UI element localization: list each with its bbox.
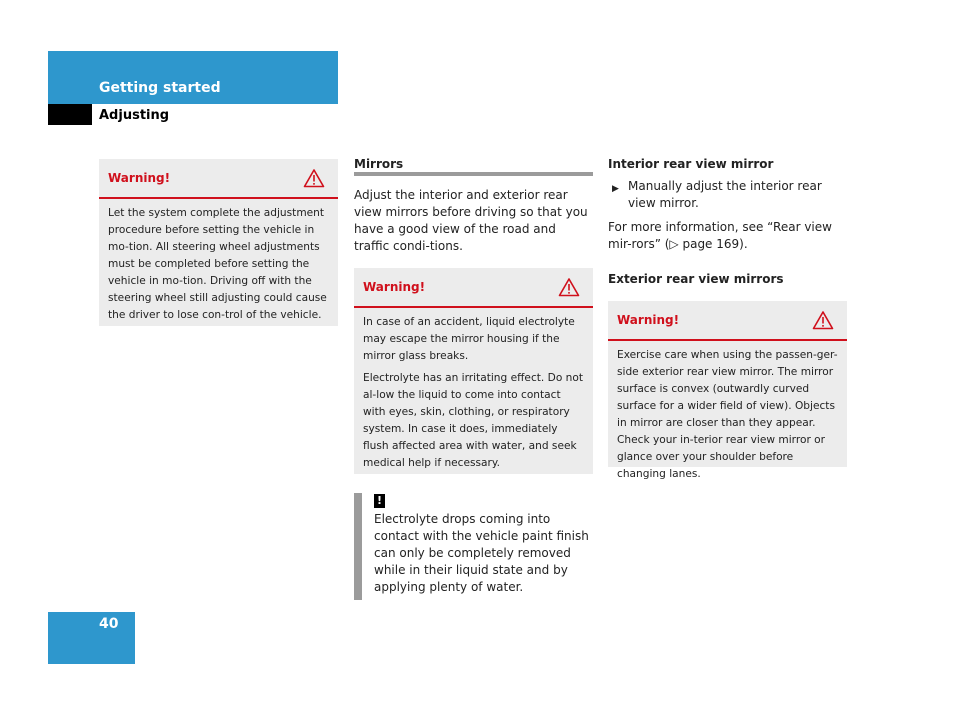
- bullet-arrow-icon: ▶: [612, 184, 619, 194]
- warning-text: Exercise care when using the passen-ger-side exterior rear view mirror. The mirror surface is convex (outwardly curved surface for a wider field of view). Objects in mirror are closer than they appear. Check your in-terior rear view mirror or glance over your shoulder before changing lanes.: [617, 349, 838, 480]
- warning-label: Warning!: [617, 313, 680, 327]
- warning-body: [99, 199, 338, 331]
- mirrors-heading: Mirrors: [354, 157, 404, 171]
- warning-box-convex-mirror: [608, 301, 847, 480]
- warning-text: Let the system complete the adjustment procedure before setting the vehicle in mo-tion. All steering wheel adjustments must be completed before setting the vehicle in mo-tion. Driving off with the steering wheel still adjusting could cause the driver to lose con-trol of the vehicle.: [108, 207, 327, 321]
- interior-mirror-step: Manually adjust the interior rear view mirror.: [628, 179, 822, 210]
- warning-triangle-icon: [812, 310, 834, 330]
- note-text: Electrolyte drops coming into contact with the vehicle paint finish can only be completely removed while in their liquid state and by applying plenty of water.: [374, 512, 589, 594]
- warning-box-steering: [99, 159, 338, 326]
- warning-header: [99, 159, 338, 199]
- exterior-mirror-heading: Exterior rear view mirrors: [608, 272, 784, 286]
- warning-label: Warning!: [108, 171, 171, 185]
- exclamation-icon: !: [374, 494, 385, 508]
- interior-mirror-heading: Interior rear view mirror: [608, 157, 774, 171]
- warning-triangle-icon: [558, 277, 580, 297]
- warning-body: [608, 341, 847, 490]
- warning-header: [608, 301, 847, 341]
- section-tab-marker: [48, 104, 92, 125]
- page-number: 40: [99, 616, 119, 632]
- warning-box-electrolyte: [354, 268, 593, 474]
- warning-text-irritation: Electrolyte has an irritating effect. Do not al-low the liquid to come into contact with eyes, skin, clothing, or respiratory system. In case it does, immediately flush affected area with water, and seek medical help if necessary.: [363, 372, 584, 469]
- mirrors-intro: Adjust the interior and exterior rear view mirrors before driving so that you have a good view of the road and traffic condi-tions.: [354, 188, 588, 253]
- warning-body: [354, 308, 593, 479]
- page-number-box: [48, 612, 135, 664]
- heading-rule: [354, 172, 593, 176]
- note-side-bar: [354, 493, 362, 600]
- subsection-title: Adjusting: [99, 108, 170, 123]
- warning-triangle-icon: [303, 168, 325, 188]
- header-band: [48, 51, 338, 104]
- warning-header: [354, 268, 593, 308]
- section-title: Getting started: [99, 80, 221, 96]
- warning-label: Warning!: [363, 280, 426, 294]
- more-info-reference: For more information, see “Rear view mir-rors” (▷ page 169).: [608, 220, 832, 251]
- warning-text-accident: In case of an accident, liquid electrolyte may escape the mirror housing if the mirror glass breaks.: [363, 316, 575, 362]
